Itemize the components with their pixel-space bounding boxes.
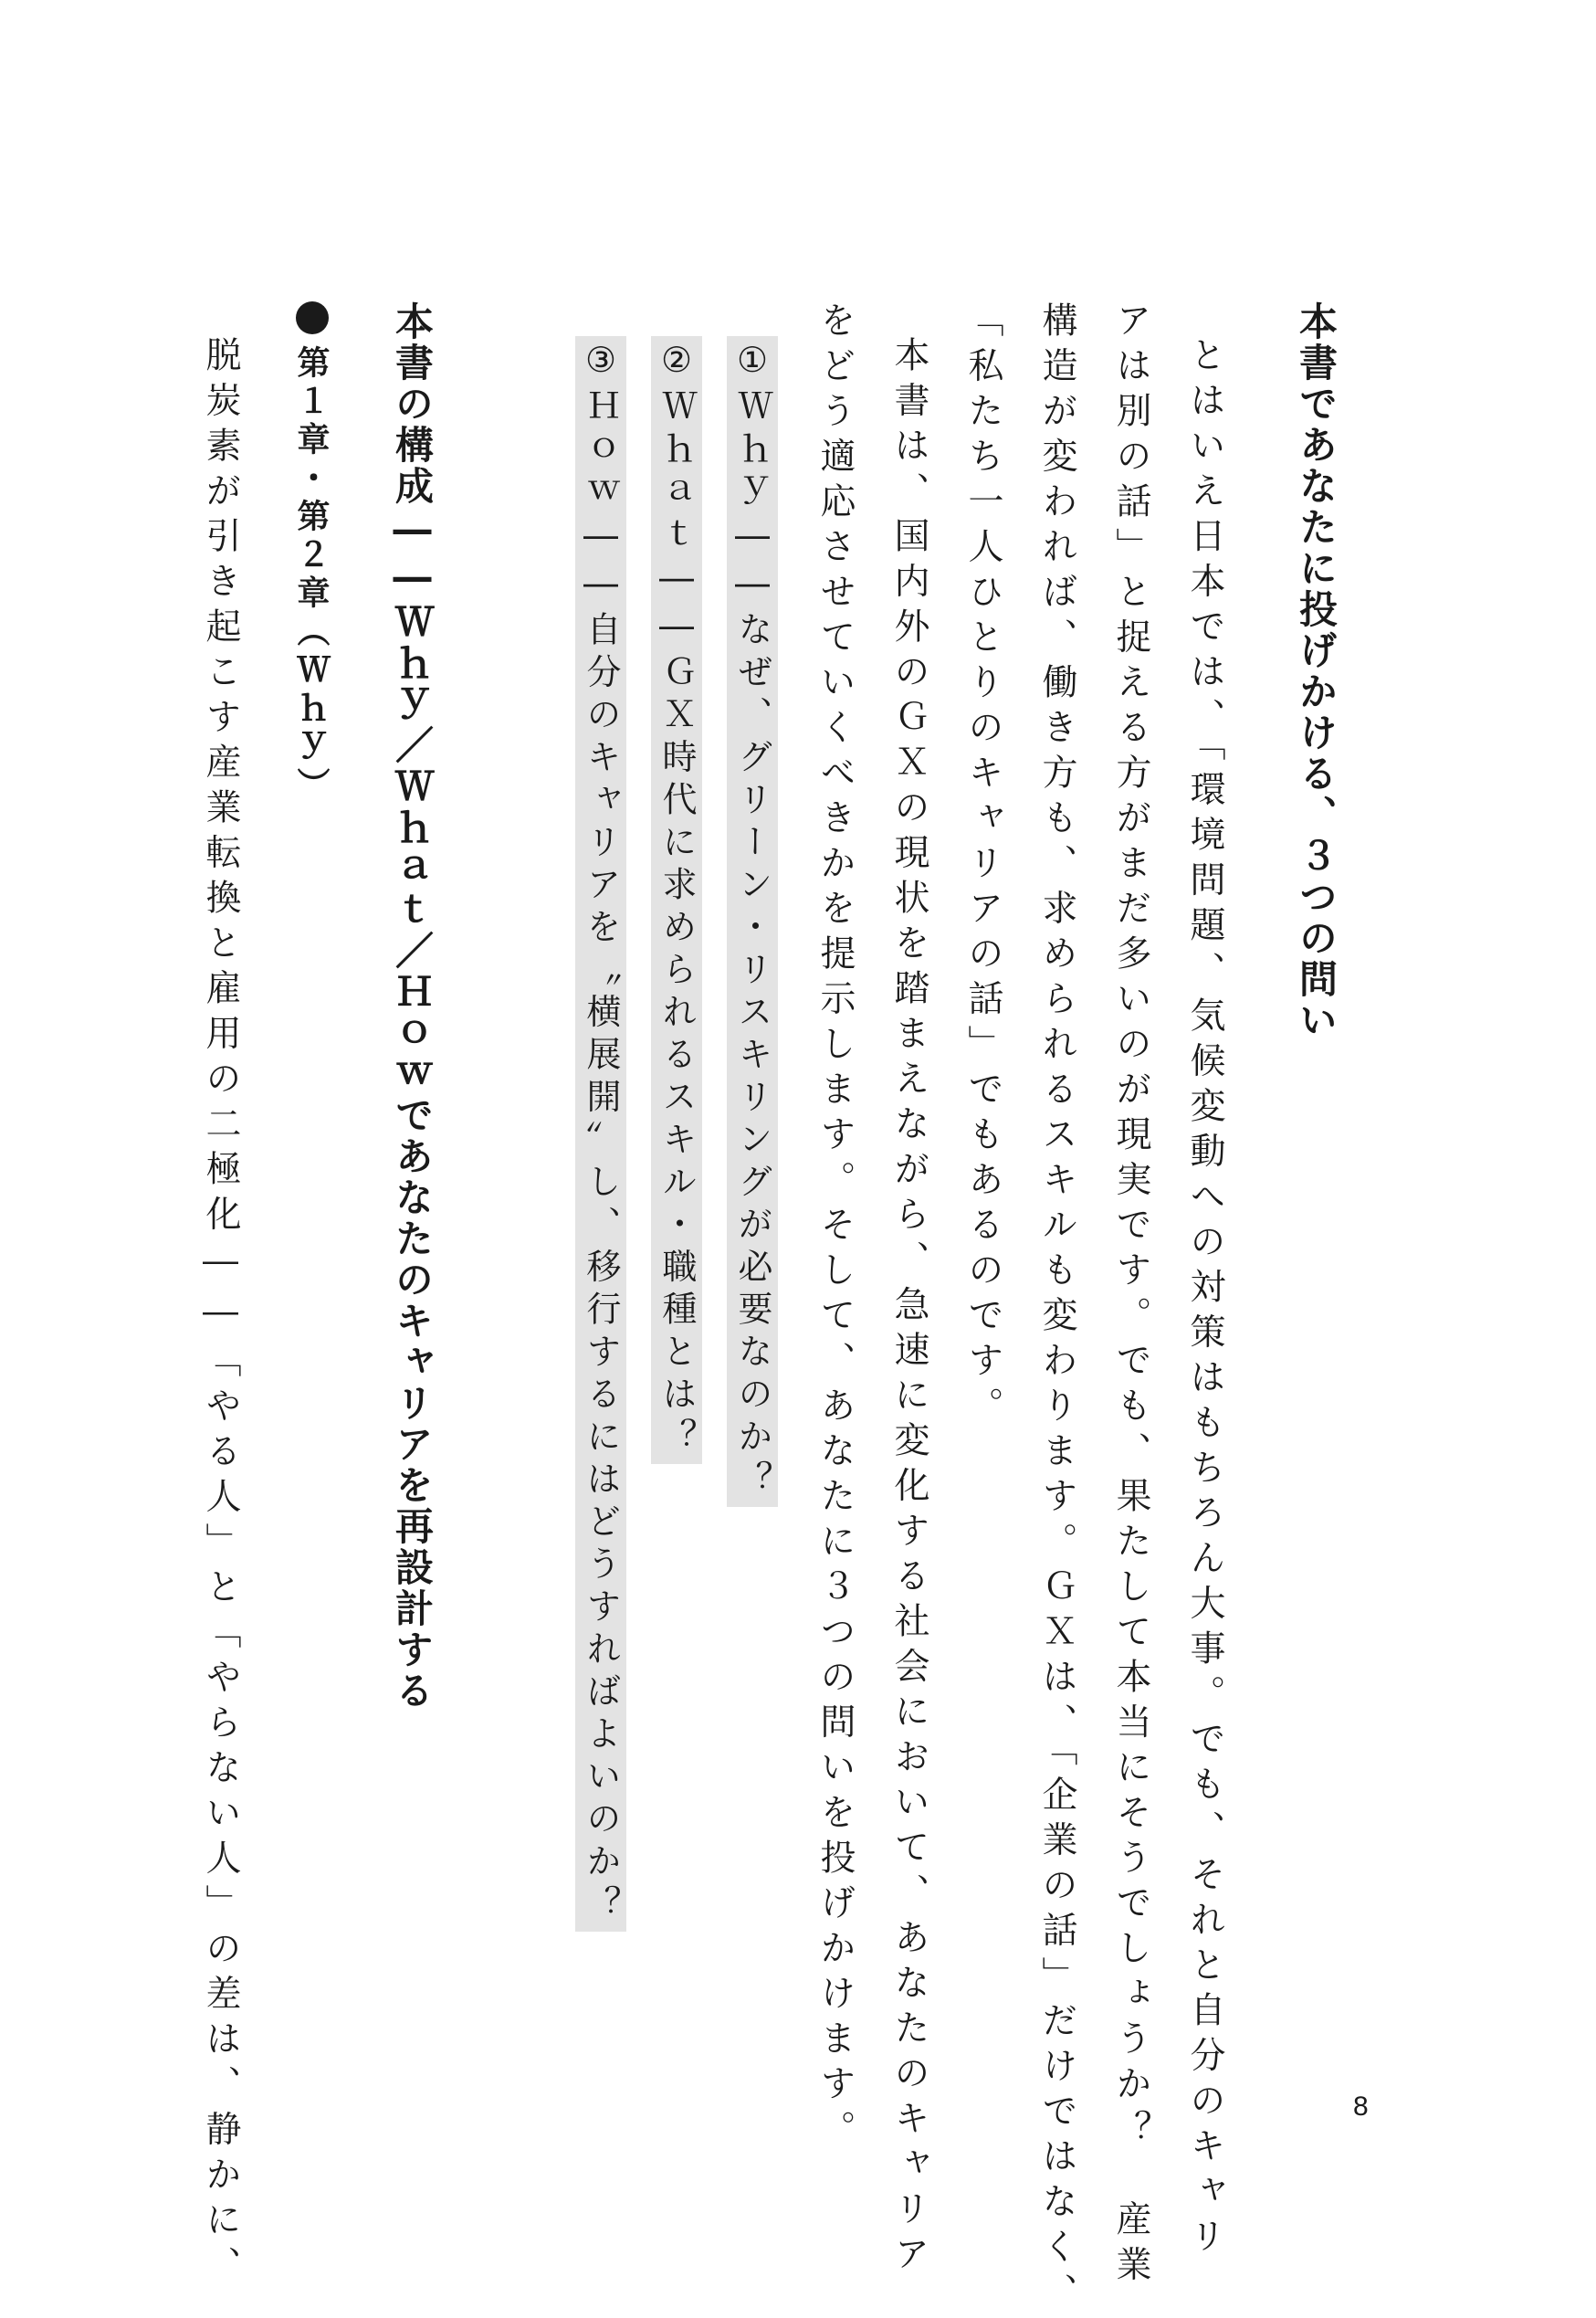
body-line: とはいえ日本では、「環境問題、気候変動への対策はもちろん大事。でも、それと自分のキャリ (1184, 336, 1225, 2262)
page-number: 8 (1353, 2091, 1369, 2122)
section-heading-structure: 本書の構成――Ｗｈｙ／Ｗｈａｔ／Ｈｏｗであなたのキャリアを再設計する (390, 301, 435, 1712)
body-line: 構造が変われば、働き方も、求められるスキルも変わります。ＧＸは、「企業の話」だけではなく、 (1036, 301, 1077, 2318)
chapter-subheading: 第１章・第２章（Ｗｈｙ） (292, 345, 330, 806)
body-line: 本書は、国内外のＧＸの現状を踏まえながら、急速に変化する社会において、あなたのキャリア (888, 336, 929, 2281)
question-highlight: ③Ｈｏｗ――自分のキャリアを〝横展開〟し、移行するにはどうすればよいのか？ (575, 336, 626, 1932)
question-highlight: ①Ｗｈｙ――なぜ、グリーン・リスキリングが必要なのか？ (727, 336, 778, 1507)
bullet-icon (296, 301, 329, 334)
question-why (732, 336, 772, 1507)
question-what (656, 336, 697, 1464)
body-line: アは別の話」と捉える方がまだ多いのが現実です。でも、果たして本当にそうでしょうか？ 産業 (1110, 301, 1151, 2291)
body-line: 脱炭素が引き起こす産業転換と雇用の二極化――「やる人」と「やらない人」の差は、静かに、 (200, 336, 241, 2292)
body-line: をどう適応させていくべきかを提示します。そして、あなたに３つの問いを投げかけます。 (814, 301, 856, 2155)
section-heading-questions: 本書であなたに投げかける、３つの問い (1294, 301, 1339, 1041)
body-line: 「私たち一人ひとりのキャリアの話」でもあるのです。 (962, 301, 1003, 1432)
question-highlight: ②Ｗｈａｔ――ＧＸ時代に求められるスキル・職種とは？ (651, 336, 702, 1464)
question-how (581, 336, 621, 1932)
